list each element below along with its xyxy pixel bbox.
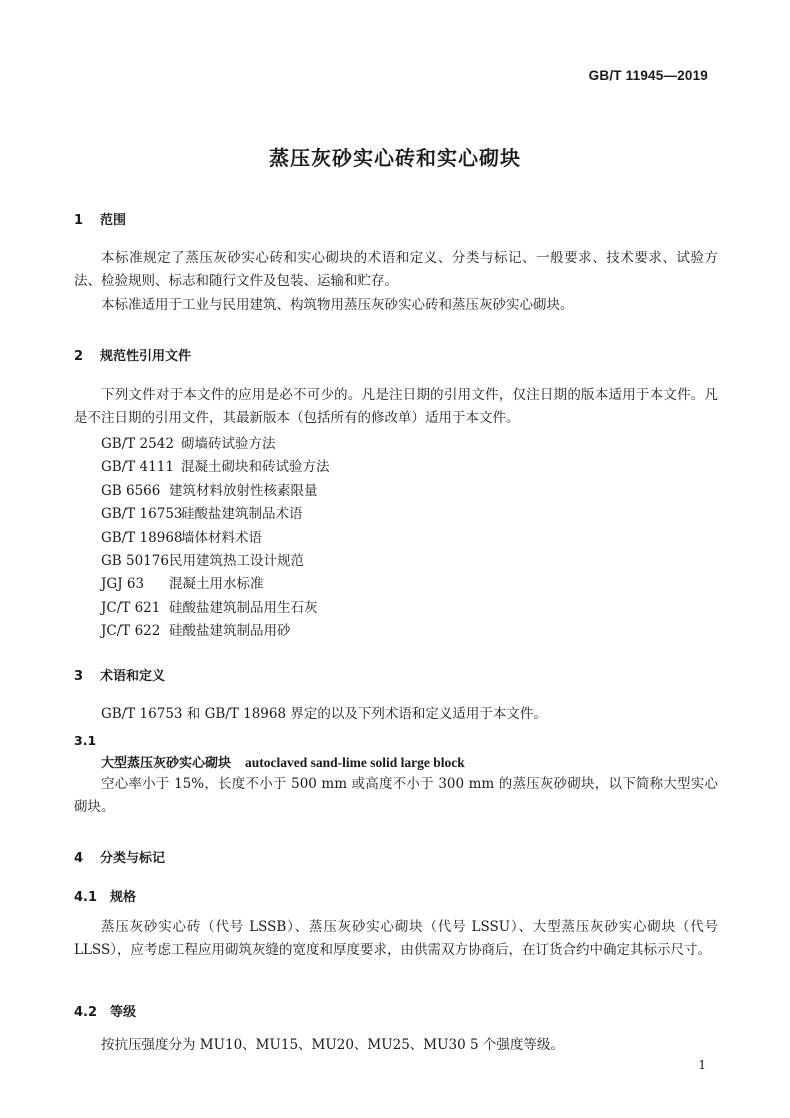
reference-title: 砌墙砖试验方法 [181, 436, 276, 452]
reference-item [101, 573, 330, 596]
reference-title: 混凝土砌块和砖试验方法 [181, 459, 330, 476]
reference-title: 民用建筑热工设计规范 [169, 553, 304, 570]
reference-title: 建筑材料放射性核素限量 [169, 482, 318, 499]
subsection-4-1-heading [74, 886, 136, 905]
subsection-4-2-heading [74, 1001, 136, 1020]
reference-item [101, 597, 330, 620]
reference-item [101, 456, 330, 479]
term-en: autoclaved sand-lime solid large block [245, 755, 465, 770]
section-title: 范围 [100, 213, 127, 228]
section-2-heading [74, 345, 191, 364]
section-1-paragraph-2: 本标准适用于工业与民用建筑、构筑物用蒸压灰砂实心砖和蒸压灰砂实心砌块。 [101, 297, 574, 313]
section-number: 4 [74, 851, 84, 866]
reference-title: 墙体材料术语 [181, 529, 262, 546]
document-title: 蒸压灰砂实心砖和实心砌块 [269, 146, 521, 170]
subsection-title: 等级 [110, 1005, 137, 1020]
reference-code: GB 50176 [101, 553, 169, 570]
reference-code: GB 6566 [101, 482, 161, 499]
term-heading [101, 752, 465, 771]
section-number: 3 [74, 669, 84, 684]
section-number: 2 [74, 349, 84, 364]
section-number: 1 [74, 213, 84, 228]
page-number: 1 [698, 1058, 706, 1072]
section-3-intro: GB/T 16753 和 GB/T 18968 界定的以及下列术语和定义适用于本文件。 [101, 706, 547, 722]
section-title: 术语和定义 [100, 669, 166, 684]
subsection-number: 4.2 [74, 1005, 98, 1020]
reference-code: GB/T 2542 [101, 436, 174, 452]
reference-item [101, 503, 330, 526]
section-1-paragraph-1: 本标准规定了蒸压灰砂实心砖和实心砌块的术语和定义、分类与标记、一般要求、技术要求、试验方法、检验规则、标志和随行文件及包装、运输和贮存。 [74, 250, 718, 289]
reference-code: GB/T 18968 [101, 529, 183, 546]
reference-title: 硅酸盐建筑制品用生石灰 [169, 599, 318, 616]
term-zh: 大型蒸压灰砂实心砌块 [101, 756, 232, 771]
subsection-4-1-text: 蒸压灰砂实心砖（代号 LSSB）、蒸压灰砂实心砌块（代号 LSSU）、大型蒸压灰砂实心砌块（代号 LLSS），应考虑工程应用砌筑灰缝的宽度和厚度要求，由供需双方协商后，在订货合约中确定其标示尺寸。 [74, 919, 718, 958]
reference-item [101, 550, 330, 573]
reference-item [101, 620, 330, 643]
section-title: 规范性引用文件 [100, 349, 192, 364]
reference-title: 混凝土用水标准 [169, 576, 264, 593]
subsection-number: 4.1 [74, 890, 98, 905]
reference-code: GB/T 16753 [101, 506, 183, 523]
section-2-intro: 下列文件对于本文件的应用是必不可少的。凡是注日期的引用文件，仅注日期的版本适用于本文件。凡是不注日期的引用文件，其最新版本（包括所有的修改单）适用于本文件。 [74, 387, 718, 426]
reference-code: JGJ 63 [101, 576, 145, 593]
section-title: 分类与标记 [100, 851, 166, 866]
reference-title: 硅酸盐建筑制品术语 [181, 506, 303, 523]
standard-code: GB/T 11945—2019 [588, 68, 708, 83]
subsection-title: 规格 [110, 890, 137, 905]
reference-code: JC/T 622 [101, 623, 161, 640]
term-definition: 空心率小于 15%，长度不小于 500 mm 或高度不小于 300 mm 的蒸压灰砂砌块，以下简称大型实心砌块。 [74, 776, 718, 815]
reference-title: 硅酸盐建筑制品用砂 [169, 623, 291, 640]
section-4-heading [74, 847, 165, 866]
reference-code: JC/T 621 [101, 599, 161, 616]
term-number: 3.1 [74, 733, 97, 748]
reference-item [101, 480, 330, 503]
reference-code: GB/T 4111 [101, 459, 174, 476]
section-3-heading [74, 665, 165, 684]
normative-reference-list [101, 433, 330, 644]
reference-item [101, 527, 330, 550]
section-1-heading [74, 209, 126, 228]
reference-item [101, 433, 330, 456]
subsection-4-2-text: 按抗压强度分为 MU10、MU15、MU20、MU25、MU30 5 个强度等级。 [101, 1037, 564, 1053]
